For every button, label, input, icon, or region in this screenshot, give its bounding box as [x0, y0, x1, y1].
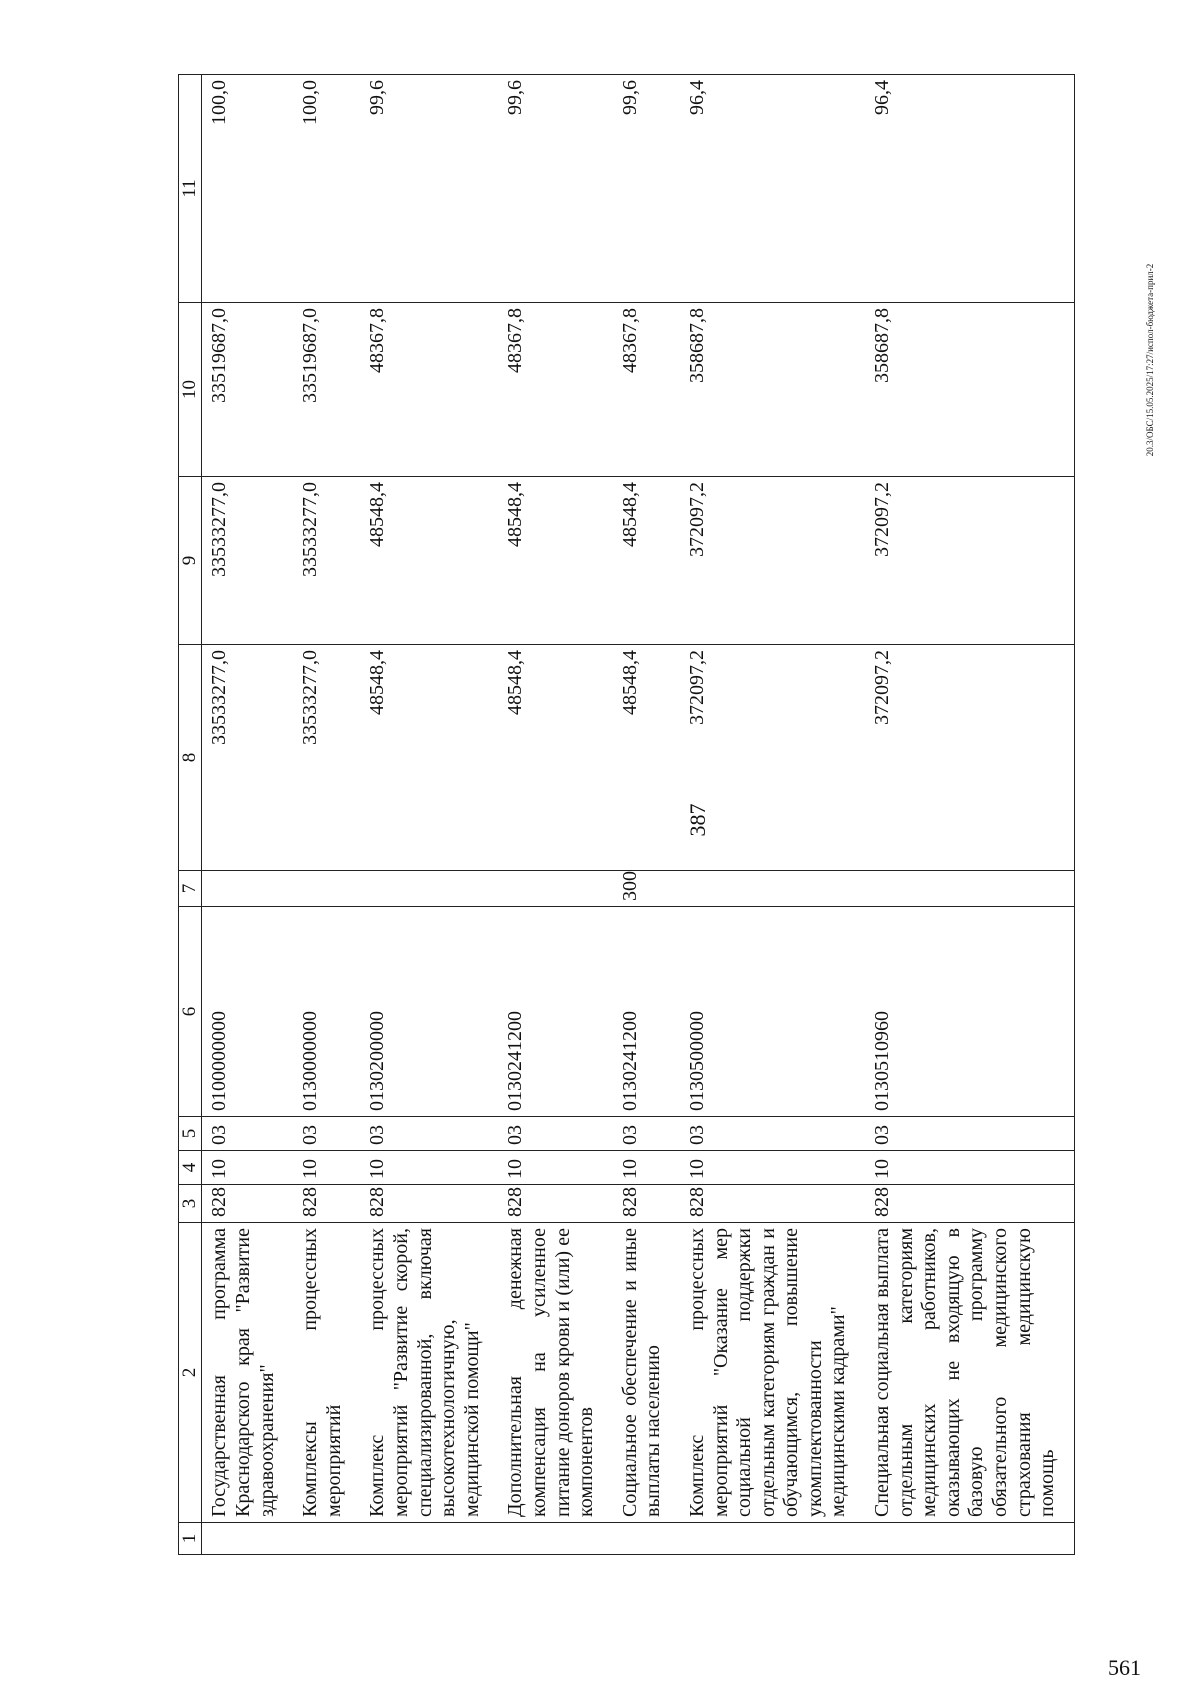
- cell-index: [613, 1523, 680, 1555]
- cell-col9-value: 33533277,0: [202, 477, 293, 645]
- cell-expense-type: [498, 871, 612, 907]
- cell-name: Комплексы процессных мероприятий: [293, 1223, 360, 1523]
- cell-name: Государственная программа Краснодарского края "Развитие здравоохранения": [202, 1223, 293, 1523]
- cell-index: [360, 1523, 498, 1555]
- cell-col8-value: 372097,2: [865, 645, 1074, 871]
- cell-percent: 96,4: [865, 75, 1074, 303]
- cell-expense-type: [360, 871, 498, 907]
- cell-subsection: 03: [498, 1117, 612, 1151]
- cell-ministry-code: 828: [360, 1185, 498, 1223]
- cell-section: 10: [498, 1151, 612, 1185]
- cell-ministry-code: 828: [613, 1185, 680, 1223]
- cell-expense-type: [293, 871, 360, 907]
- header-col-2: 2: [179, 1223, 202, 1523]
- cell-name: Дополнительная денежная компенсация на усиленное питание доноров крови и (или) ее компонентов: [498, 1223, 612, 1523]
- header-col-8: 8: [179, 645, 202, 871]
- header-col-6: 6: [179, 907, 202, 1117]
- table-row: [293, 75, 360, 1555]
- cell-subsection: 03: [680, 1117, 865, 1151]
- cell-percent: 99,6: [360, 75, 498, 303]
- table-row: [865, 75, 1074, 1555]
- cell-percent: 99,6: [498, 75, 612, 303]
- cell-percent: 96,4: [680, 75, 865, 303]
- cell-col10-value: 358687,8: [865, 303, 1074, 477]
- cell-target-article: 0130000000: [293, 907, 360, 1117]
- cell-subsection: 03: [613, 1117, 680, 1151]
- header-col-1: 1: [179, 1523, 202, 1555]
- cell-ministry-code: 828: [202, 1185, 293, 1223]
- cell-target-article: 0130200000: [360, 907, 498, 1117]
- cell-col8-value: 33533277,0: [202, 645, 293, 871]
- cell-target-article: 0100000000: [202, 907, 293, 1117]
- cell-col9-value: 48548,4: [498, 477, 612, 645]
- cell-name: Комплекс процессных мероприятий "Развитие скорой, специализированной, включая высокотехнологичную, медицинской помощи": [360, 1223, 498, 1523]
- cell-col8-value: 48548,4: [498, 645, 612, 871]
- cell-target-article: 0130241200: [498, 907, 612, 1117]
- cell-ministry-code: 828: [680, 1185, 865, 1223]
- cell-col9-value: 33533277,0: [293, 477, 360, 645]
- cell-section: 10: [613, 1151, 680, 1185]
- cell-col8-value: 33533277,0: [293, 645, 360, 871]
- cell-subsection: 03: [293, 1117, 360, 1151]
- cell-percent: 100,0: [293, 75, 360, 303]
- cell-col9-value: 48548,4: [360, 477, 498, 645]
- cell-name: Специальная социальная выплата отдельным категориям медицинских работников, оказывающих не входящую в базовую программу обязательного медицинского страхования медицинскую помощь: [865, 1223, 1074, 1523]
- table-row: [680, 75, 865, 1555]
- document-code: 20.3/ОБС/15.05.2025/17:27/испол-бюджета-прил-2: [1145, 263, 1155, 457]
- cell-col10-value: 48367,8: [613, 303, 680, 477]
- cell-target-article: 0130510960: [865, 907, 1074, 1117]
- cell-index: [680, 1523, 865, 1555]
- cell-ministry-code: 828: [865, 1185, 1074, 1223]
- cell-target-article: 0130241200: [613, 907, 680, 1117]
- cell-section: 10: [202, 1151, 293, 1185]
- cell-col8-value: 372097,2: [680, 645, 865, 871]
- table-row: [613, 75, 680, 1555]
- cell-col10-value: 33519687,0: [202, 303, 293, 477]
- cell-percent: 99,6: [613, 75, 680, 303]
- cell-subsection: 03: [202, 1117, 293, 1151]
- cell-index: [865, 1523, 1074, 1555]
- cell-subsection: 03: [360, 1117, 498, 1151]
- budget-table: [178, 74, 1075, 1555]
- cell-index: [498, 1523, 612, 1555]
- header-col-11: 11: [179, 75, 202, 303]
- cell-subsection: 03: [865, 1117, 1074, 1151]
- cell-col8-value: 48548,4: [360, 645, 498, 871]
- cell-ministry-code: 828: [498, 1185, 612, 1223]
- cell-col10-value: 48367,8: [360, 303, 498, 477]
- header-col-3: 3: [179, 1185, 202, 1223]
- cell-index: [202, 1523, 293, 1555]
- cell-expense-type: [202, 871, 293, 907]
- cell-section: 10: [680, 1151, 865, 1185]
- header-col-10: 10: [179, 303, 202, 477]
- cell-section: 10: [293, 1151, 360, 1185]
- cell-name: Комплекс процессных мероприятий "Оказание мер социальной поддержки отдельным категориям граждан и обучающимся, повышение укомплектованности медицинскими кадрами": [680, 1223, 865, 1523]
- header-col-7: 7: [179, 871, 202, 907]
- header-col-9: 9: [179, 477, 202, 645]
- cell-col9-value: 48548,4: [613, 477, 680, 645]
- page-number-bottom: 561: [1108, 1655, 1141, 1680]
- cell-section: 10: [360, 1151, 498, 1185]
- budget-table-container: [178, 75, 1059, 1555]
- cell-section: 10: [865, 1151, 1074, 1185]
- cell-col10-value: 33519687,0: [293, 303, 360, 477]
- cell-col9-value: 372097,2: [680, 477, 865, 645]
- table-header-row: [179, 75, 202, 1555]
- cell-name: Социальное обеспечение и иные выплаты населению: [613, 1223, 680, 1523]
- table-row: [360, 75, 498, 1555]
- cell-col8-value: 48548,4: [613, 645, 680, 871]
- cell-expense-type: [680, 871, 865, 907]
- table-row: [202, 75, 293, 1555]
- cell-index: [293, 1523, 360, 1555]
- cell-expense-type: [865, 871, 1074, 907]
- cell-col10-value: 48367,8: [498, 303, 612, 477]
- cell-expense-type: 300: [613, 871, 680, 907]
- table-row: [498, 75, 612, 1555]
- cell-percent: 100,0: [202, 75, 293, 303]
- header-col-4: 4: [179, 1151, 202, 1185]
- page-number-top: 387: [685, 803, 710, 837]
- cell-target-article: 0130500000: [680, 907, 865, 1117]
- cell-col9-value: 372097,2: [865, 477, 1074, 645]
- cell-col10-value: 358687,8: [680, 303, 865, 477]
- cell-ministry-code: 828: [293, 1185, 360, 1223]
- header-col-5: 5: [179, 1117, 202, 1151]
